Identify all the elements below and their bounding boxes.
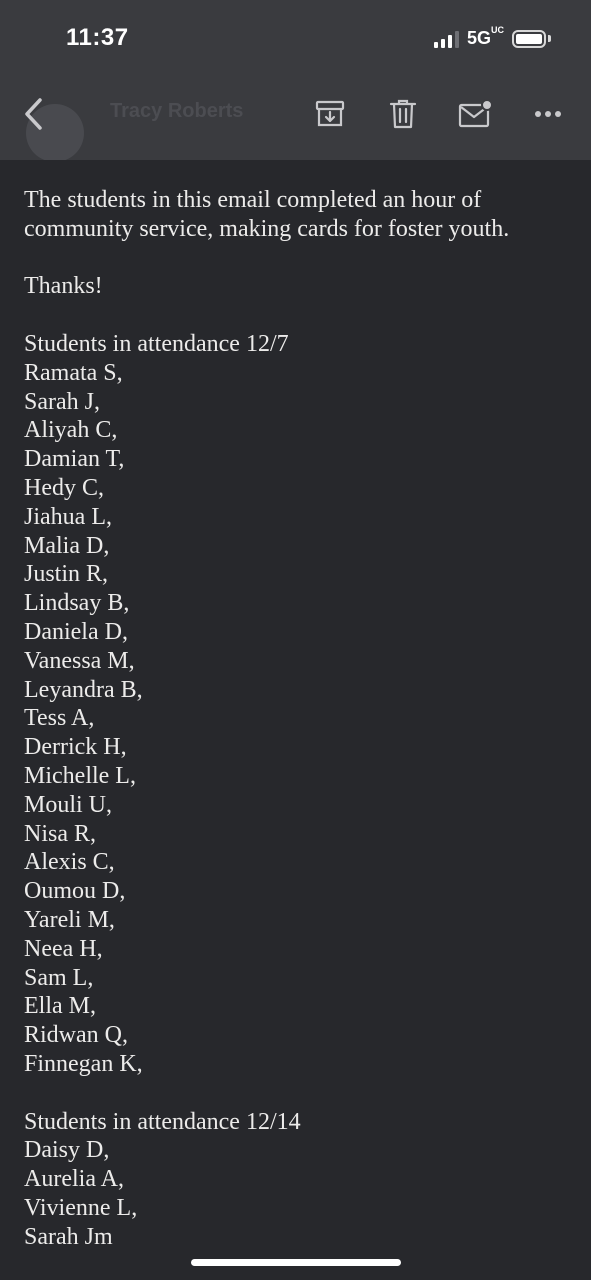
sender-name: Tracy Roberts	[110, 100, 244, 122]
student-name: Ramata S,	[24, 359, 123, 386]
delete-button[interactable]	[383, 94, 423, 134]
student-name: Derrick H,	[24, 734, 127, 761]
student-name: Daisy D,	[24, 1137, 110, 1164]
student-name: Aurelia A,	[24, 1166, 124, 1193]
student-name: Justin R,	[24, 561, 109, 588]
student-name: Finnegan K,	[24, 1050, 143, 1077]
spacer	[24, 244, 569, 273]
more-button[interactable]	[528, 94, 568, 134]
email-thanks: Thanks!	[24, 273, 103, 300]
archive-button[interactable]	[310, 94, 350, 134]
trash-icon	[389, 98, 417, 130]
student-name: Oumou D,	[24, 878, 126, 905]
top-bar	[0, 0, 591, 160]
student-name: Jiahua L,	[24, 503, 112, 530]
student-name: Vanessa M,	[24, 647, 135, 674]
attendance-heading: Students in attendance 12/7	[24, 330, 289, 357]
student-name: Michelle L,	[24, 762, 136, 789]
attendance-list	[24, 1136, 569, 1251]
student-name: Malia D,	[24, 532, 110, 559]
student-name: Sarah Jm	[24, 1223, 113, 1250]
mark-unread-button[interactable]	[456, 94, 496, 134]
attendance-heading: Students in attendance 12/14	[24, 1108, 301, 1135]
student-name: Nisa R,	[24, 820, 96, 847]
student-name: Hedy C,	[24, 474, 104, 501]
home-indicator[interactable]	[191, 1259, 401, 1266]
student-name: Ella M,	[24, 993, 96, 1020]
student-name: Leyandra B,	[24, 676, 143, 703]
mail-unread-icon	[458, 99, 494, 129]
student-name: Lindsay B,	[24, 590, 130, 617]
student-name: Yareli M,	[24, 906, 115, 933]
student-name: Tess A,	[24, 705, 95, 732]
student-name: Aliyah C,	[24, 417, 118, 444]
chevron-left-icon	[22, 96, 46, 132]
battery-icon	[512, 30, 551, 48]
student-name: Vivienne L,	[24, 1194, 138, 1221]
student-name: Damian T,	[24, 446, 125, 473]
email-body	[24, 186, 569, 1251]
network-badge: UC	[491, 25, 504, 35]
student-name: Alexis C,	[24, 849, 115, 876]
student-name: Sarah J,	[24, 388, 100, 415]
student-name: Neea H,	[24, 935, 103, 962]
spacer	[24, 301, 569, 330]
student-name: Daniela D,	[24, 618, 128, 645]
student-name: Ridwan Q,	[24, 1022, 128, 1049]
more-dots-icon	[534, 110, 562, 118]
status-time: 11:37	[66, 24, 129, 51]
network-type: $5G^{UC}$	[466, 25, 504, 48]
back-button[interactable]	[14, 94, 54, 134]
status-indicators	[434, 25, 551, 49]
attendance-list	[24, 359, 569, 1079]
spacer	[24, 1079, 569, 1108]
email-intro: The students in this email completed an hour of community service, making cards for foster youth.	[24, 187, 510, 242]
student-name: Sam L,	[24, 964, 94, 991]
student-name: Mouli U,	[24, 791, 113, 818]
archive-icon	[315, 99, 345, 129]
signal-strength-icon	[434, 30, 459, 48]
